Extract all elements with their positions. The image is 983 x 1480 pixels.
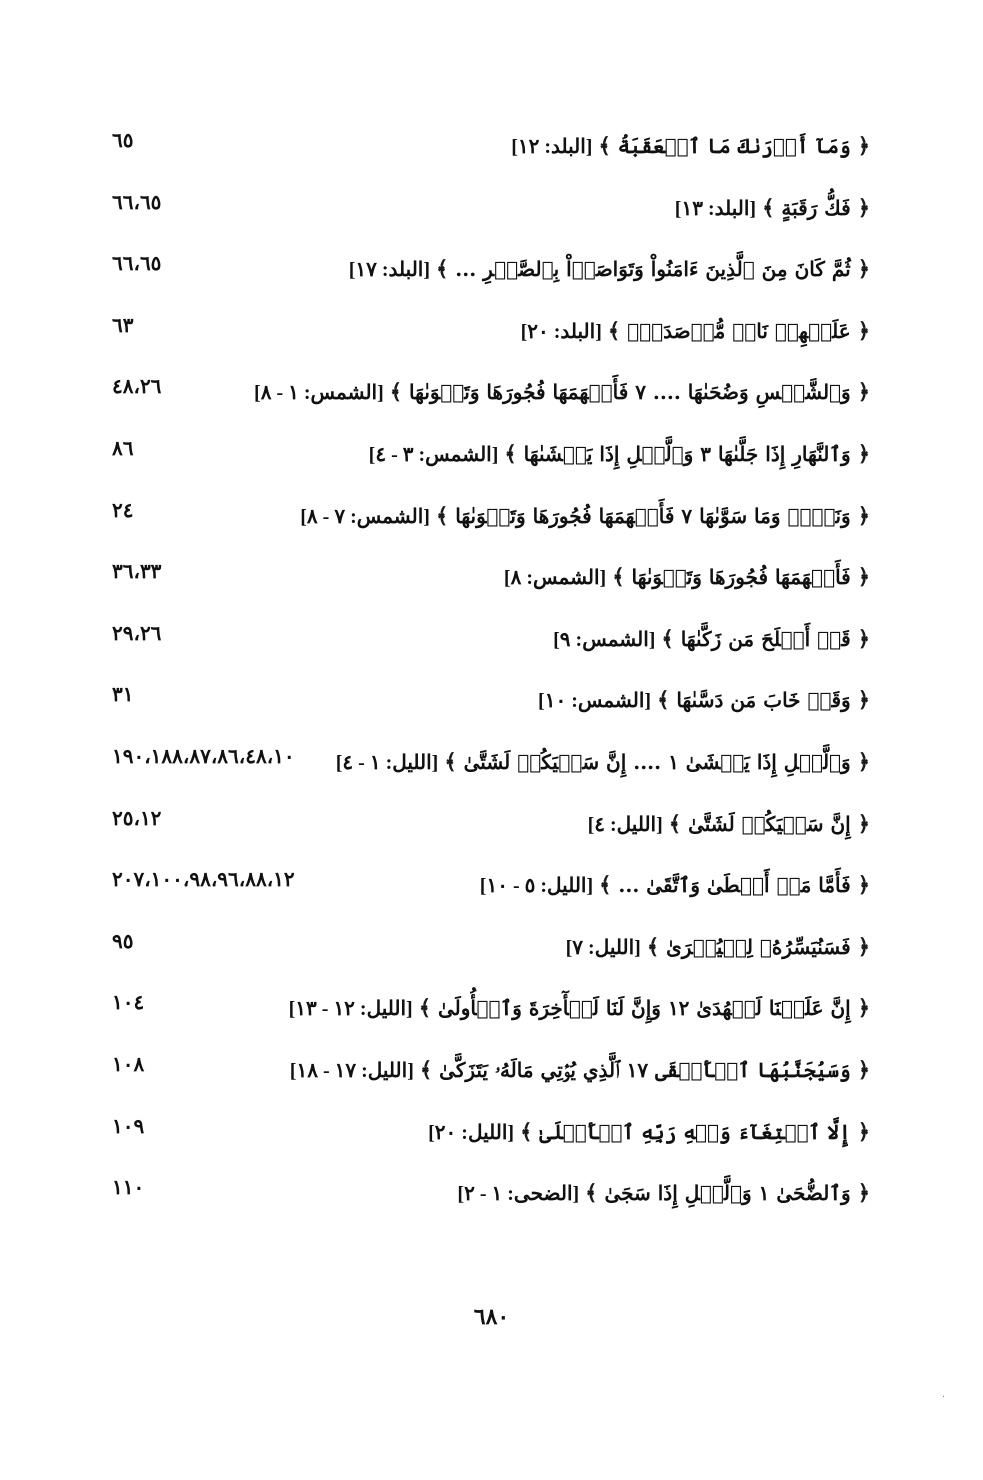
page-references: ٢٤ bbox=[112, 499, 134, 522]
ornate-bracket-open: ﴿ bbox=[857, 748, 870, 774]
page-references: ٩٥ bbox=[112, 930, 134, 953]
index-row bbox=[100, 857, 870, 919]
ornate-bracket-close: ﴾ bbox=[504, 440, 517, 466]
verse-reference: [الليل: ٢٠] bbox=[428, 1121, 515, 1144]
verse-reference: [الليل: ٤] bbox=[587, 813, 663, 836]
page-references: ٣١ bbox=[112, 684, 134, 707]
page-references: ٦٥ bbox=[112, 130, 134, 152]
page-references: ٢٩،٢٦ bbox=[112, 622, 162, 645]
verse-text: إِلَّا ٱبۡتِغَآءَ وَجۡهِ رَبِّهِ ٱلۡأَعۡلَىٰ bbox=[539, 1119, 851, 1144]
ornate-bracket-open: ﴿ bbox=[857, 625, 870, 651]
ornate-bracket-open: ﴿ bbox=[857, 810, 870, 836]
verse-reference: [الشمس: ١٠] bbox=[538, 690, 652, 713]
page-references: ٣٦،٣٣ bbox=[112, 561, 162, 584]
index-row bbox=[100, 1042, 870, 1104]
verse-reference: [الليل: ١٧ - ١٨] bbox=[289, 1059, 414, 1082]
verse-cell bbox=[511, 132, 870, 161]
verse-cell bbox=[369, 440, 870, 469]
verse-cell bbox=[290, 1056, 870, 1085]
verse-text: إِنَّ سَعۡيَكُمۡ لَشَتَّىٰ bbox=[688, 811, 851, 836]
verse-cell bbox=[289, 994, 870, 1023]
page-references: ٢٠٧،١٠٠،٩٨،٩٦،٨٨،١٢ bbox=[112, 869, 295, 892]
verse-text: فَسَنُيَسِّرُهُۥ لِلۡيُسۡرَىٰ bbox=[666, 934, 851, 959]
verse-cell bbox=[553, 625, 870, 654]
verse-reference: [الليل: ١ - ٤] bbox=[335, 751, 439, 774]
verse-reference: [الشمس: ١ - ٨] bbox=[254, 382, 384, 405]
verse-index-list bbox=[100, 118, 870, 1227]
ornate-bracket-open: ﴿ bbox=[857, 317, 870, 343]
verse-cell bbox=[588, 810, 870, 839]
ornate-bracket-open: ﴿ bbox=[857, 194, 870, 220]
ornate-bracket-close: ﴾ bbox=[389, 379, 403, 405]
index-row bbox=[100, 426, 870, 488]
ornate-bracket-open: ﴿ bbox=[857, 1118, 870, 1144]
ornate-bracket-open: ﴿ bbox=[857, 564, 870, 590]
page-references: ٦٦،٦٥ bbox=[112, 191, 162, 214]
verse-text: وَٱلَّيۡلِ إِذَا يَغۡشَىٰ ١ .... إِنَّ سَعۡيَكُمۡ لَشَتَّىٰ bbox=[463, 749, 851, 774]
index-row bbox=[100, 488, 870, 550]
ornate-bracket-open: ﴿ bbox=[857, 379, 870, 405]
index-row bbox=[100, 980, 870, 1042]
index-row bbox=[100, 796, 870, 858]
index-row bbox=[100, 364, 870, 426]
verse-cell bbox=[336, 748, 870, 777]
verse-cell bbox=[521, 317, 870, 346]
verse-reference: [البلد: ١٣] bbox=[674, 197, 757, 220]
index-row bbox=[100, 549, 870, 611]
page-references: ٢٥،١٢ bbox=[112, 807, 162, 830]
verse-reference: [الضحى: ١ - ٢] bbox=[457, 1183, 580, 1206]
ornate-bracket-close: ﴾ bbox=[444, 748, 457, 774]
ornate-bracket-close: ﴾ bbox=[646, 933, 660, 959]
ornate-bracket-close: ﴾ bbox=[762, 194, 775, 220]
verse-reference: [البلد: ٢٠] bbox=[520, 320, 602, 343]
verse-cell bbox=[566, 933, 870, 962]
ornate-bracket-close: ﴾ bbox=[418, 995, 432, 1021]
verse-cell bbox=[349, 255, 870, 284]
verse-cell bbox=[675, 194, 870, 223]
verse-text: وَٱلضُّحَىٰ ١ وَٱلَّيۡلِ إِذَا سَجَىٰ bbox=[604, 1181, 851, 1206]
index-row bbox=[100, 303, 870, 365]
ornate-bracket-open: ﴿ bbox=[857, 133, 870, 158]
index-row bbox=[100, 1165, 870, 1227]
page-references: ١٠٤ bbox=[112, 992, 145, 1015]
page-references: ١٠٨ bbox=[112, 1053, 145, 1076]
ornate-bracket-close: ﴾ bbox=[436, 256, 449, 282]
verse-reference: [الليل: ٥ - ١٠] bbox=[479, 875, 594, 898]
verse-cell bbox=[254, 378, 870, 407]
verse-reference: [الليل: ١٢ - ١٣] bbox=[288, 998, 413, 1021]
verse-cell bbox=[538, 686, 870, 715]
page-references: ١٩٠،١٨٨،٨٧،٨٦،٤٨،١٠ bbox=[112, 745, 295, 768]
page-references: ١٠٩ bbox=[112, 1115, 145, 1138]
verse-reference: [الشمس: ٨] bbox=[503, 567, 607, 590]
index-row bbox=[100, 672, 870, 734]
verse-text: فَأَلۡهَمَهَا فُجُورَهَا وَتَقۡوَىٰهَا bbox=[631, 565, 851, 590]
verse-reference: [الشمس: ٣ - ٤] bbox=[368, 443, 499, 466]
verse-text: فَكُّ رَقَبَةٍ bbox=[781, 195, 851, 220]
verse-reference: [الليل: ٧] bbox=[565, 936, 641, 959]
verse-cell bbox=[480, 871, 870, 900]
ornate-bracket-close: ﴾ bbox=[599, 872, 612, 898]
verse-cell bbox=[428, 1118, 870, 1147]
index-row bbox=[100, 241, 870, 303]
ornate-bracket-close: ﴾ bbox=[612, 564, 625, 590]
page-references: ٦٣ bbox=[112, 314, 134, 337]
verse-cell bbox=[300, 502, 870, 531]
ornate-bracket-open: ﴿ bbox=[857, 502, 870, 528]
ornate-bracket-open: ﴿ bbox=[857, 933, 870, 959]
verse-text: وَٱلنَّهَارِ إِذَا جَلَّىٰهَا ٣ وَٱلَّيۡلِ إِذَا يَغۡشَىٰهَا bbox=[523, 441, 851, 466]
verse-text: عَلَيۡهِمۡ نَارٞ مُّؤۡصَدَةُۢ bbox=[627, 318, 851, 343]
page-references: ٨٦ bbox=[112, 437, 134, 460]
ornate-bracket-open: ﴿ bbox=[857, 1180, 870, 1206]
ornate-bracket-open: ﴿ bbox=[857, 995, 870, 1021]
index-row bbox=[100, 180, 870, 242]
ornate-bracket-open: ﴿ bbox=[857, 1056, 870, 1082]
ornate-bracket-close: ﴾ bbox=[607, 317, 621, 343]
verse-text: وَمَآ أَدۡرَىٰكَ مَا ٱلۡعَقَبَةُ bbox=[617, 134, 851, 158]
ornate-bracket-open: ﴿ bbox=[857, 256, 870, 282]
ornate-bracket-open: ﴿ bbox=[857, 440, 870, 466]
verse-cell bbox=[457, 1179, 870, 1208]
verse-cell bbox=[504, 563, 870, 592]
verse-text: إِنَّ عَلَيۡنَا لَلۡهُدَىٰ ١٢ وَإِنَّ لَنَا لَلۡأٓخِرَةَ وَٱلۡأُولَىٰ bbox=[437, 996, 851, 1021]
scan-speck: · bbox=[941, 1392, 945, 1403]
page-number: ٦٨٠ bbox=[473, 1304, 510, 1329]
page-references: ٦٦،٦٥ bbox=[112, 253, 162, 276]
verse-text: وَقَدۡ خَابَ مَن دَسَّىٰهَا bbox=[676, 688, 851, 713]
verse-reference: [الشمس: ٧ - ٨] bbox=[300, 505, 430, 528]
verse-reference: [البلد: ١٢] bbox=[511, 136, 593, 158]
page-references: ٤٨،٢٦ bbox=[112, 376, 162, 399]
verse-text: فَأَمَّا مَنۡ أَعۡطَىٰ وَٱتَّقَىٰ ... bbox=[618, 873, 851, 898]
index-row bbox=[100, 1104, 870, 1166]
ornate-bracket-close: ﴾ bbox=[657, 687, 670, 713]
verse-text: ثُمَّ كَانَ مِنَ ٱلَّذِينَ ءَامَنُواْ وَتَوَاصَوۡاْ بِٱلصَّبۡرِ ... bbox=[455, 257, 851, 282]
index-row bbox=[100, 734, 870, 796]
ornate-bracket-close: ﴾ bbox=[435, 502, 449, 528]
verse-reference: [البلد: ١٧] bbox=[348, 259, 430, 282]
page-references: ١١٠ bbox=[112, 1177, 145, 1200]
ornate-bracket-close: ﴾ bbox=[419, 1056, 433, 1082]
verse-reference: [الشمس: ٩] bbox=[553, 628, 656, 651]
ornate-bracket-open: ﴿ bbox=[857, 687, 870, 713]
verse-text: وَنَفۡسٖ وَمَا سَوَّىٰهَا ٧ فَأَلۡهَمَهَا فُجُورَهَا وَتَقۡوَىٰهَا bbox=[455, 503, 851, 528]
ornate-bracket-close: ﴾ bbox=[585, 1180, 598, 1206]
ornate-bracket-close: ﴾ bbox=[668, 810, 682, 836]
ornate-bracket-open: ﴿ bbox=[857, 872, 870, 898]
index-row bbox=[100, 118, 870, 180]
ornate-bracket-close: ﴾ bbox=[661, 625, 674, 651]
ornate-bracket-close: ﴾ bbox=[520, 1118, 533, 1144]
ornate-bracket-close: ﴾ bbox=[598, 133, 611, 158]
verse-text: وَسَيُجَنَّبُهَا ٱلۡأَتۡقَى ١٧ ٱلَّذِي يُؤۡتِي مَالَهُۥ يَتَزَكَّىٰ bbox=[439, 1057, 851, 1082]
index-row bbox=[100, 611, 870, 673]
index-row bbox=[100, 919, 870, 981]
verse-text: قَدۡ أَفۡلَحَ مَن زَكَّىٰهَا bbox=[680, 626, 851, 651]
verse-text: وَٱلشَّمۡسِ وَضُحَىٰهَا .... ٧ فَأَلۡهَمَهَا فُجُورَهَا وَتَقۡوَىٰهَا bbox=[409, 380, 851, 405]
